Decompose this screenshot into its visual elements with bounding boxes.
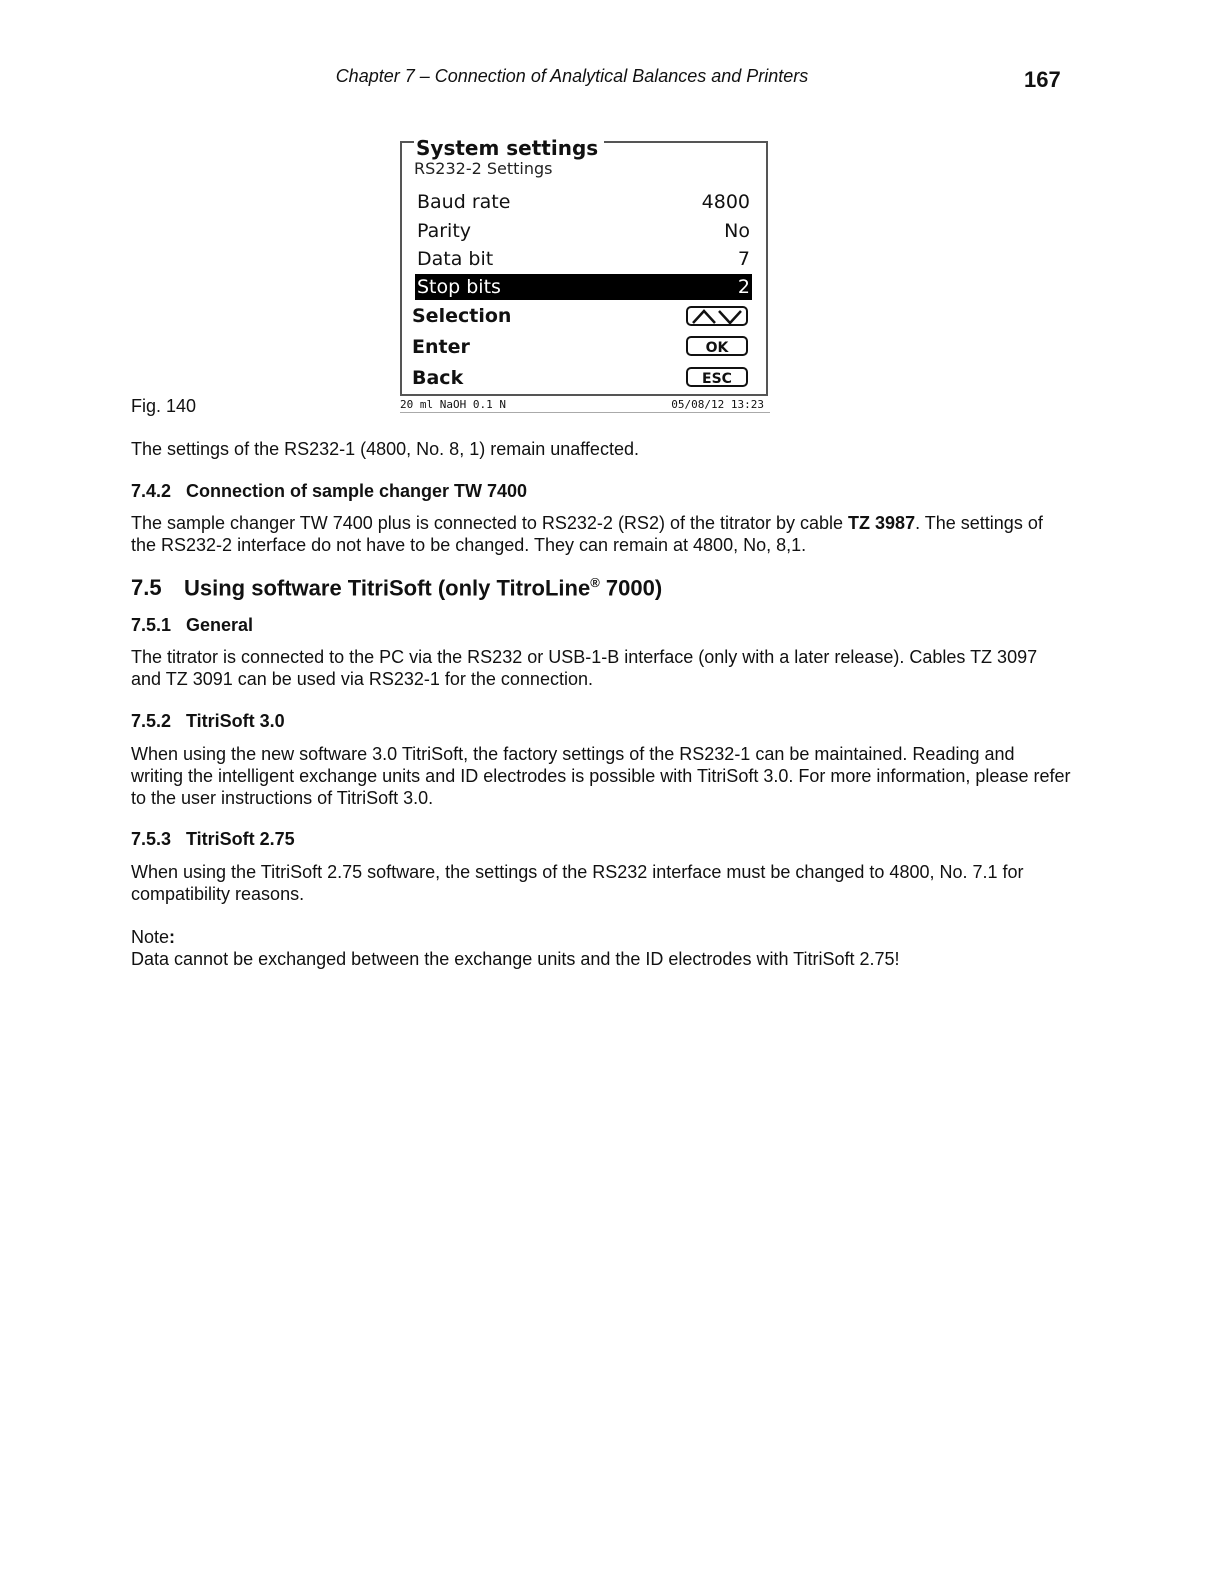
screen-title: System settings [414, 135, 604, 161]
paragraph-general: The titrator is connected to the PC via the RS232 or USB-1-B interface (only with a later release). Cables TZ 3097 and TZ 3091 can be used via RS232-1 for the connection. [131, 647, 1038, 689]
screen-status-bar [400, 398, 770, 413]
cable-code: TZ 3987 [848, 513, 916, 533]
paragraph-titrisoft-3: When using the new software 3.0 TitriSoft, the factory settings of the RS232-1 can be maintained. Reading and writing the intelligent exchange units and ID electrodes is possible with TitriSoft 3.0. For more information, please refer to the user instructions of TitriSoft 3.0. [131, 744, 1071, 808]
section-heading-7-5-1 [131, 615, 253, 636]
section-heading-7-5-2 [131, 711, 285, 732]
section-title: Using software TitriSoft (only TitroLine [184, 575, 591, 601]
paragraph-rs232-1: The settings of the RS232-1 (4800, No. 8, 1) remain unaffected. [131, 439, 639, 459]
datetime-status: 05/08/12 13:23 [671, 398, 764, 411]
note-word: Note [131, 927, 170, 947]
section-number: 7.4.2 [131, 481, 172, 501]
method-status: 20 ml NaOH 0.1 N [400, 398, 506, 411]
setting-stop-bits[interactable] [415, 274, 752, 300]
section-title-suffix: 7000) [599, 575, 663, 601]
setting-value: 4800 [701, 191, 750, 213]
figure-label: Fig. 140 [131, 396, 197, 416]
up-down-button[interactable] [686, 306, 748, 326]
setting-parity[interactable] [415, 218, 752, 244]
section-title: General [186, 615, 254, 635]
section-heading-7-5-3 [131, 829, 295, 850]
back-label: Back [412, 367, 464, 389]
setting-label: Baud rate [417, 191, 511, 213]
setting-value: 2 [737, 276, 750, 298]
up-down-arrows-icon [689, 308, 745, 326]
ok-button[interactable]: OK [686, 336, 748, 356]
enter-label: Enter [412, 336, 470, 358]
section-number: 7.5 [131, 575, 162, 601]
paragraph-sample-changer [131, 512, 1071, 556]
section-title: TitriSoft 2.75 [186, 829, 295, 849]
paragraph-titrisoft-2-75: When using the TitriSoft 2.75 software, the settings of the RS232 interface must be changed to 4800, No. 7.1 for compatibility reasons. [131, 862, 1024, 904]
setting-label: Stop bits [417, 276, 501, 298]
text-run: . The settings of the RS232-2 interface do not have to be changed. They can remain at 4800, No, 8,1. [131, 513, 1043, 555]
page-number: 167 [1024, 67, 1061, 92]
setting-baud-rate[interactable] [415, 189, 752, 215]
setting-value: No [724, 220, 750, 242]
text-run: The sample changer TW 7400 plus is connected to RS232-2 (RS2) of the titrator by cable [131, 513, 849, 533]
chapter-header: Chapter 7 – Connection of Analytical Balances and Printers [335, 66, 809, 86]
note-text: Data cannot be exchanged between the exchange units and the ID electrodes with TitriSoft 2.75! [131, 949, 900, 969]
esc-button[interactable]: ESC [686, 367, 748, 387]
setting-label: Data bit [417, 248, 494, 270]
note-colon: : [169, 927, 176, 947]
screen-subtitle: RS232-2 Settings [414, 159, 553, 178]
setting-data-bit[interactable] [415, 246, 752, 272]
device-screen [400, 136, 768, 396]
selection-label: Selection [412, 305, 512, 327]
section-title: TitriSoft 3.0 [186, 711, 285, 731]
section-number: 7.5.3 [131, 829, 172, 849]
section-heading-7-4-2 [131, 481, 527, 502]
section-number: 7.5.2 [131, 711, 172, 731]
section-heading-7-5 [131, 575, 662, 601]
setting-label: Parity [417, 220, 472, 242]
note-label [131, 926, 1071, 948]
section-number: 7.5.1 [131, 615, 172, 635]
registered-mark: ® [590, 575, 600, 590]
section-title: Connection of sample changer TW 7400 [186, 481, 528, 501]
setting-value: 7 [737, 248, 750, 270]
